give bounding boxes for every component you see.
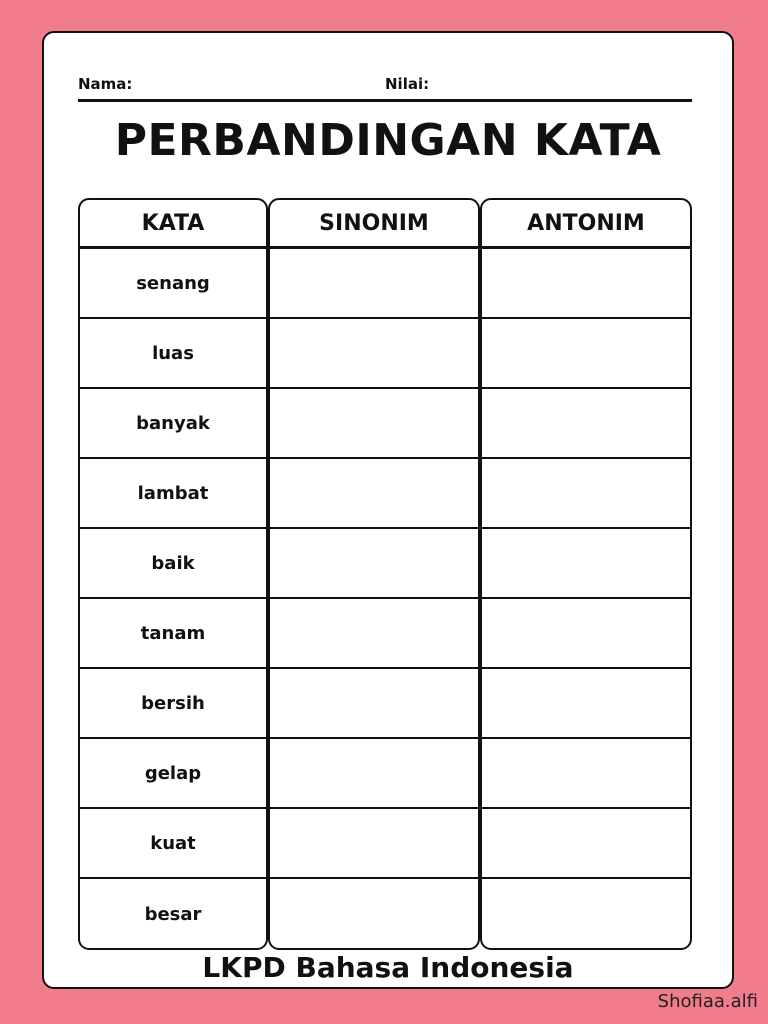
sinonim-answer-cell[interactable] [270,879,478,949]
antonim-answer-cell[interactable] [482,389,690,459]
kata-cell: gelap [80,739,266,809]
column-header-antonim: ANTONIM [482,200,690,249]
kata-cell: senang [80,249,266,319]
header-underline [78,99,692,102]
sinonim-answer-cell[interactable] [270,599,478,669]
column-kata [78,198,268,950]
kata-cell: tanam [80,599,266,669]
antonim-answer-cell[interactable] [482,669,690,739]
antonim-answer-cell[interactable] [482,599,690,669]
antonim-answer-cell[interactable] [482,809,690,879]
antonim-answer-cell[interactable] [482,319,690,389]
antonim-answer-cell[interactable] [482,459,690,529]
kata-cell: lambat [80,459,266,529]
kata-cell: kuat [80,809,266,879]
author-watermark: Shofiaa.alfi [657,991,758,1012]
kata-cell: bersih [80,669,266,739]
footer-caption: LKPD Bahasa Indonesia [202,951,574,984]
score-label: Nilai: [385,75,430,93]
sinonim-answer-cell[interactable] [270,529,478,599]
antonim-answer-cell[interactable] [482,739,690,809]
column-header-sinonim: SINONIM [270,200,478,249]
antonim-answer-cell[interactable] [482,249,690,319]
name-label: Nama: [78,75,133,93]
sinonim-answer-cell[interactable] [270,389,478,459]
column-header-kata: KATA [80,200,266,249]
kata-cell: baik [80,529,266,599]
kata-cell: besar [144,903,202,925]
sinonim-answer-cell[interactable] [270,319,478,389]
antonim-answer-cell[interactable] [482,529,690,599]
kata-cell: luas [80,319,266,389]
sinonim-answer-cell[interactable] [270,669,478,739]
kata-cell: banyak [80,389,266,459]
column-sinonim [268,198,480,950]
worksheet [42,31,734,989]
page-title: PERBANDINGAN KATA [114,115,662,166]
antonim-answer-cell[interactable] [482,879,690,949]
sinonim-answer-cell[interactable] [270,249,478,319]
sinonim-answer-cell[interactable] [270,739,478,809]
column-antonim [480,198,692,950]
sinonim-answer-cell[interactable] [270,459,478,529]
sinonim-answer-cell[interactable] [270,809,478,879]
